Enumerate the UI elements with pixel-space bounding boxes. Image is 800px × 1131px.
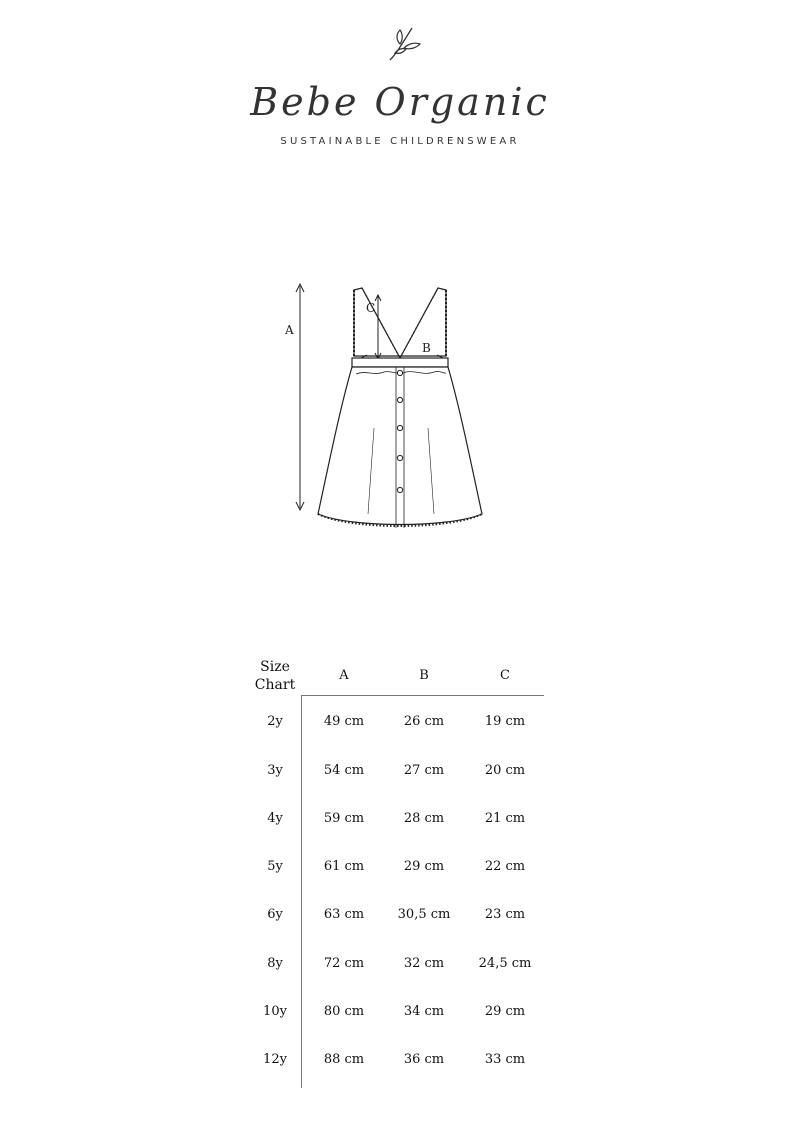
row-size: 2y (267, 714, 283, 729)
label-c: C (366, 301, 376, 315)
row-size: 6y (267, 907, 283, 922)
row-size: 4y (267, 811, 283, 826)
row-size: 3y (267, 763, 283, 778)
row-value-b: 34 cm (403, 1004, 445, 1019)
row-value-c: 29 cm (484, 1004, 526, 1019)
row-value-b: 32 cm (403, 956, 445, 971)
row-value-b: 26 cm (403, 714, 445, 729)
table-row (0, 956, 800, 976)
row-value-b: 29 cm (403, 859, 445, 874)
header-divider (301, 695, 544, 696)
dress-diagram (270, 278, 510, 540)
row-value-c: 20 cm (484, 763, 526, 778)
row-value-a: 72 cm (323, 956, 365, 971)
row-size: 5y (267, 859, 283, 874)
table-row (0, 907, 800, 927)
column-header-b: B (419, 668, 429, 683)
row-size: 12y (263, 1052, 287, 1067)
row-value-c: 19 cm (484, 714, 526, 729)
row-value-b: 27 cm (403, 763, 445, 778)
table-row (0, 811, 800, 831)
row-value-c: 24,5 cm (478, 956, 532, 971)
row-value-a: 88 cm (323, 1052, 365, 1067)
brand-tagline: SUSTAINABLE CHILDRENSWEAR (280, 136, 520, 147)
row-value-c: 33 cm (484, 1052, 526, 1067)
row-value-a: 59 cm (323, 811, 365, 826)
table-row (0, 1052, 800, 1072)
row-value-a: 49 cm (323, 714, 365, 729)
row-value-b: 36 cm (403, 1052, 445, 1067)
row-value-c: 21 cm (484, 811, 526, 826)
table-row (0, 1004, 800, 1024)
table-row (0, 763, 800, 783)
row-value-c: 22 cm (484, 859, 526, 874)
row-value-c: 23 cm (484, 907, 526, 922)
row-value-a: 80 cm (323, 1004, 365, 1019)
brand-name: Bebe Organic (250, 80, 550, 124)
column-header-a: A (339, 668, 349, 683)
label-b: B (422, 341, 431, 355)
leaf-logo-icon (386, 22, 426, 64)
size-chart-title-line1: Size (260, 659, 290, 675)
row-value-b: 28 cm (403, 811, 445, 826)
size-chart-title-line2: Chart (254, 677, 296, 693)
row-value-a: 54 cm (323, 763, 365, 778)
table-row (0, 859, 800, 879)
size-chart-title (245, 658, 305, 694)
table-row (0, 714, 800, 734)
row-value-a: 63 cm (323, 907, 365, 922)
row-size: 10y (263, 1004, 287, 1019)
column-header-c: C (500, 668, 510, 683)
size-column-divider (301, 695, 302, 1088)
label-a: A (285, 323, 294, 337)
row-value-a: 61 cm (323, 859, 365, 874)
row-value-b: 30,5 cm (397, 907, 451, 922)
row-size: 8y (267, 956, 283, 971)
